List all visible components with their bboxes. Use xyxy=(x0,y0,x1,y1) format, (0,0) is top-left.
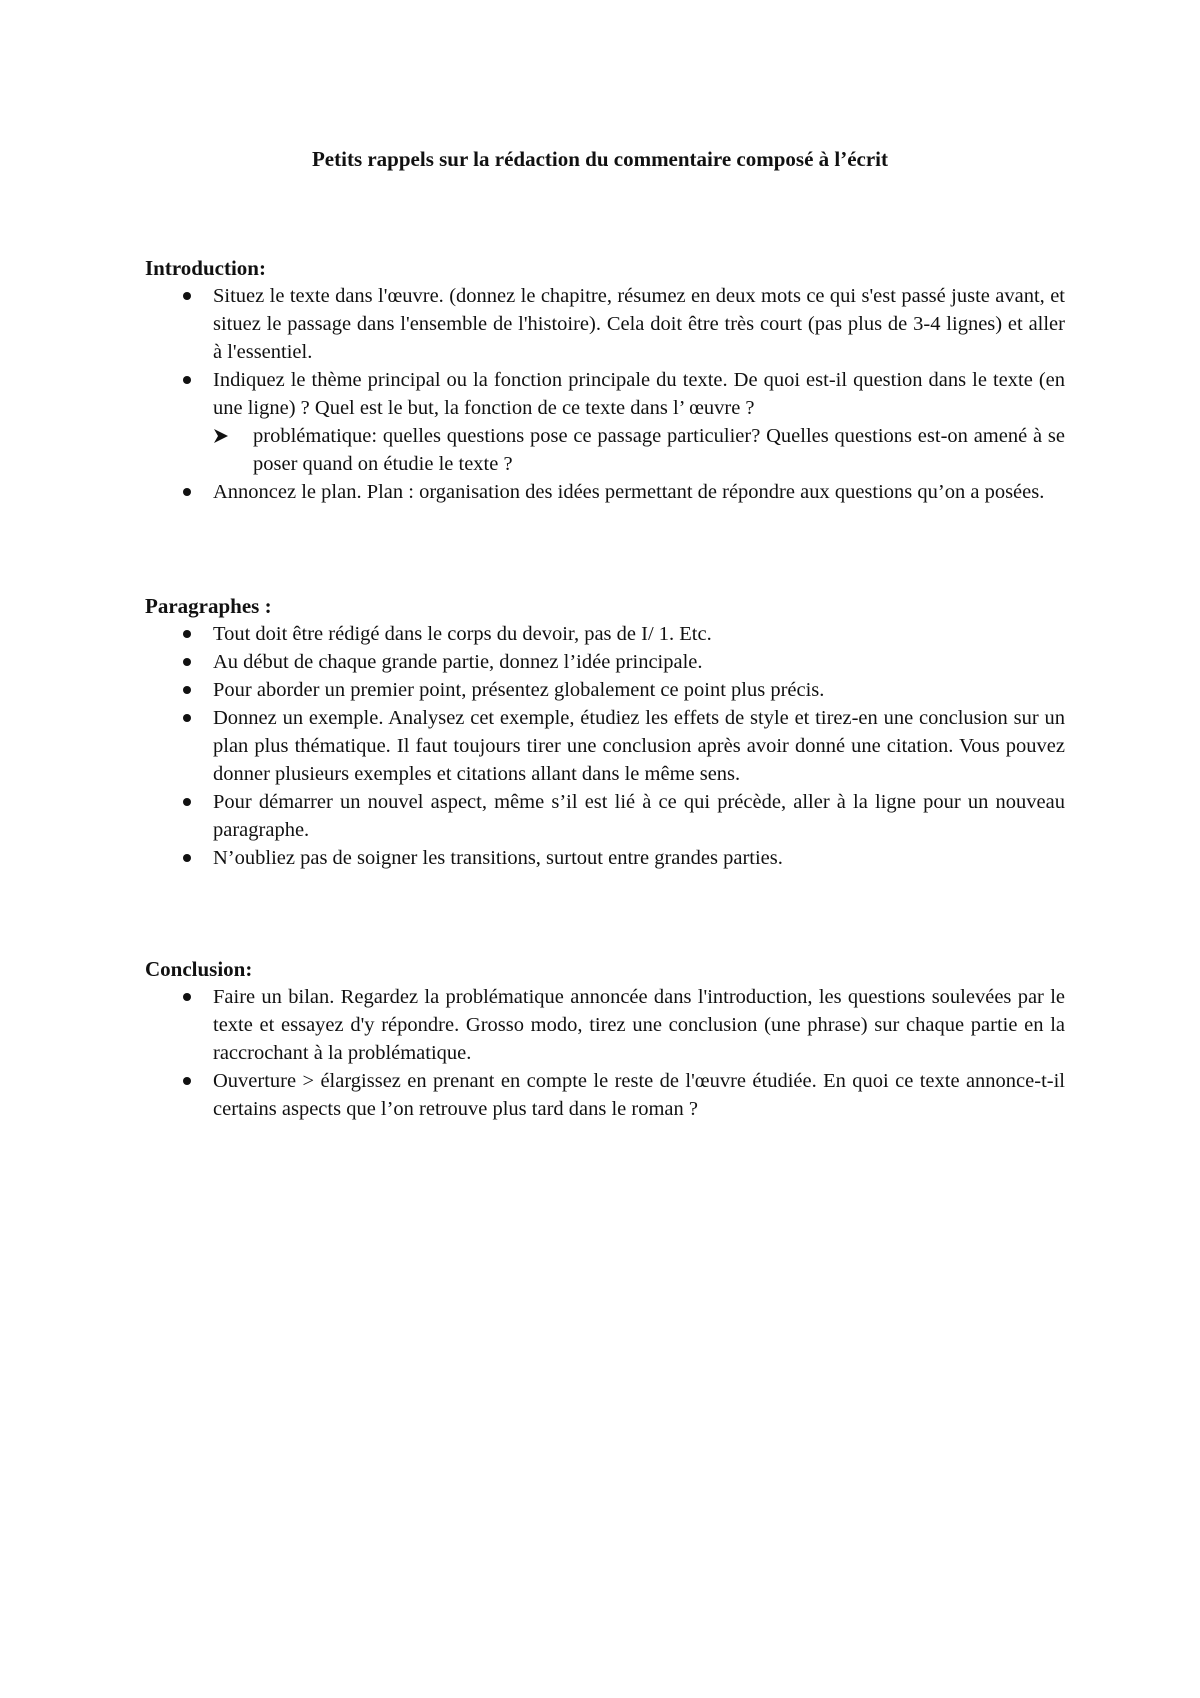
bullet-icon xyxy=(183,292,191,300)
list-item-text: N’oubliez pas de soigner les transitions, surtout entre grandes parties. xyxy=(213,847,783,869)
list-item xyxy=(145,478,1065,506)
bullet-icon xyxy=(183,488,191,496)
list-item-text: Faire un bilan. Regardez la problématique annoncée dans l'introduction, les questions soulevées par le texte et essayez d'y répondre. Grosso modo, tirez une conclusion (une phrase) sur chaque partie en la raccrochant à la problématique. xyxy=(213,986,1065,1064)
bullet-icon xyxy=(183,854,191,862)
section-heading: Introduction: xyxy=(145,256,266,280)
section-paragraphes xyxy=(145,592,1065,872)
list-item-text: Donnez un exemple. Analysez cet exemple, étudiez les effets de style et tirez-en une conclusion sur un plan plus thématique. Il faut toujours tirer une conclusion après avoir donné une citation. Vous pouvez donner plusieurs exemples et citations allant dans le même sens. xyxy=(213,707,1065,785)
section-heading: Conclusion: xyxy=(145,957,253,981)
list-item-text: Ouverture > élargissez en prenant en compte le reste de l'œuvre étudiée. En quoi ce texte annonce-t-il certains aspects que l’on retrouve plus tard dans le roman ? xyxy=(213,1070,1065,1120)
bullet-list xyxy=(145,282,1065,506)
section-heading: Paragraphes : xyxy=(145,594,272,618)
list-item xyxy=(145,788,1065,844)
section-introduction xyxy=(145,254,1065,506)
list-item xyxy=(145,366,1065,478)
document-title: Petits rappels sur la rédaction du commentaire composé à l’écrit xyxy=(311,147,889,171)
list-item-text: Annoncez le plan. Plan : organisation des idées permettant de répondre aux questions qu’on a posées. xyxy=(213,481,1045,503)
bullet-icon xyxy=(183,714,191,722)
list-item-text: Pour démarrer un nouvel aspect, même s’il est lié à ce qui précède, aller à la ligne pour un nouveau paragraphe. xyxy=(213,791,1065,841)
list-item-text: Au début de chaque grande partie, donnez l’idée principale. xyxy=(213,651,703,673)
bullet-icon xyxy=(183,1077,191,1085)
list-item-text: Situez le texte dans l'œuvre. (donnez le chapitre, résumez en deux mots ce qui s'est passé juste avant, et situez le passage dans l'ensemble de l'histoire). Cela doit être très court (pas plus de 3-4 lignes) et aller à l'essentiel. xyxy=(213,285,1065,363)
bullet-icon xyxy=(183,630,191,638)
list-item xyxy=(145,1067,1065,1123)
section-conclusion xyxy=(145,955,1065,1123)
list-item xyxy=(145,648,1065,676)
sub-list-item-text: problématique: quelles questions pose ce passage particulier? Quelles questions est-on amené à se poser quand on étudie le texte ? xyxy=(253,425,1065,475)
list-item xyxy=(145,844,1065,872)
bullet-icon xyxy=(183,993,191,1001)
sub-list-item xyxy=(213,422,1065,478)
bullet-icon xyxy=(183,798,191,806)
list-item xyxy=(145,983,1065,1067)
list-item-text: Tout doit être rédigé dans le corps du devoir, pas de I/ 1. Etc. xyxy=(213,623,712,645)
list-item xyxy=(145,704,1065,788)
bullet-icon xyxy=(183,376,191,384)
list-item-text: Indiquez le thème principal ou la fonction principale du texte. De quoi est-il question dans le texte (en une ligne) ? Quel est le but, la fonction de ce texte dans l’ œuvre ? xyxy=(213,369,1065,419)
list-item-text: Pour aborder un premier point, présentez globalement ce point plus précis. xyxy=(213,679,825,701)
bullet-list xyxy=(145,620,1065,872)
bullet-list xyxy=(145,983,1065,1123)
list-item xyxy=(145,620,1065,648)
bullet-icon xyxy=(183,686,191,694)
list-item xyxy=(145,676,1065,704)
list-item xyxy=(145,282,1065,366)
arrow-bullet-icon xyxy=(213,422,229,450)
bullet-icon xyxy=(183,658,191,666)
